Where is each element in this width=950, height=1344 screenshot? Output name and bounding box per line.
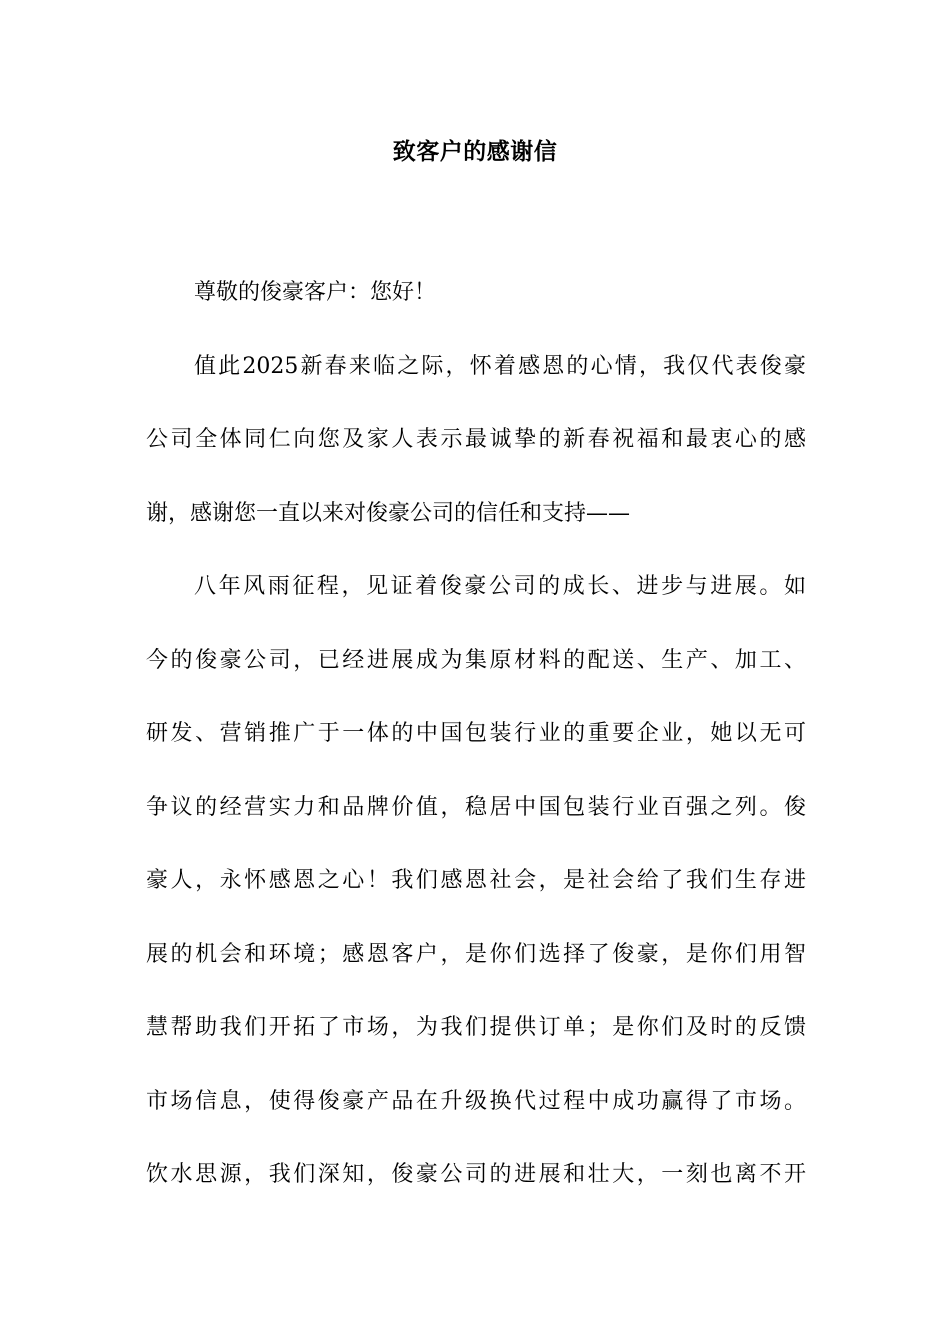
body-line: 今的俊豪公司，已经进展成为集原材料的配送、生产、加工、 xyxy=(146,647,806,673)
salutation-line: 尊敬的俊豪客户：您好！ xyxy=(194,280,437,305)
body-line: 争议的经营实力和品牌价值，稳居中国包装行业百强之列。俊 xyxy=(146,794,806,820)
body-line: 研发、营销推广于一体的中国包装行业的重要企业，她以无可 xyxy=(146,721,806,746)
letter-title: 致客户的感谢信 xyxy=(392,139,558,165)
body-line: 慧帮助我们开拓了市场，为我们提供订单；是你们及时的反馈 xyxy=(146,1015,806,1040)
body-line: 公司全体同仁向您及家人表示最诚挚的新春祝福和最衷心的感 xyxy=(146,427,806,452)
body-line: 值此2025新春来临之际，怀着感恩的心情，我仅代表俊豪 xyxy=(194,353,806,379)
body-line: 八年风雨征程，见证着俊豪公司的成长、进步与进展。如 xyxy=(194,574,806,599)
body-line: 豪人，永怀感恩之心！我们感恩社会，是社会给了我们生存进 xyxy=(146,868,806,893)
body-line: 饮水思源，我们深知，俊豪公司的进展和壮大，一刻也离不开 xyxy=(146,1162,806,1187)
body-line: 谢，感谢您一直以来对俊豪公司的信任和支持—— xyxy=(146,500,631,526)
body-line: 展的机会和环境；感恩客户，是你们选择了俊豪，是你们用智 xyxy=(146,941,806,967)
letter-body xyxy=(146,256,806,1212)
body-line: 市场信息，使得俊豪产品在升级换代过程中成功赢得了市场。 xyxy=(146,1088,806,1114)
